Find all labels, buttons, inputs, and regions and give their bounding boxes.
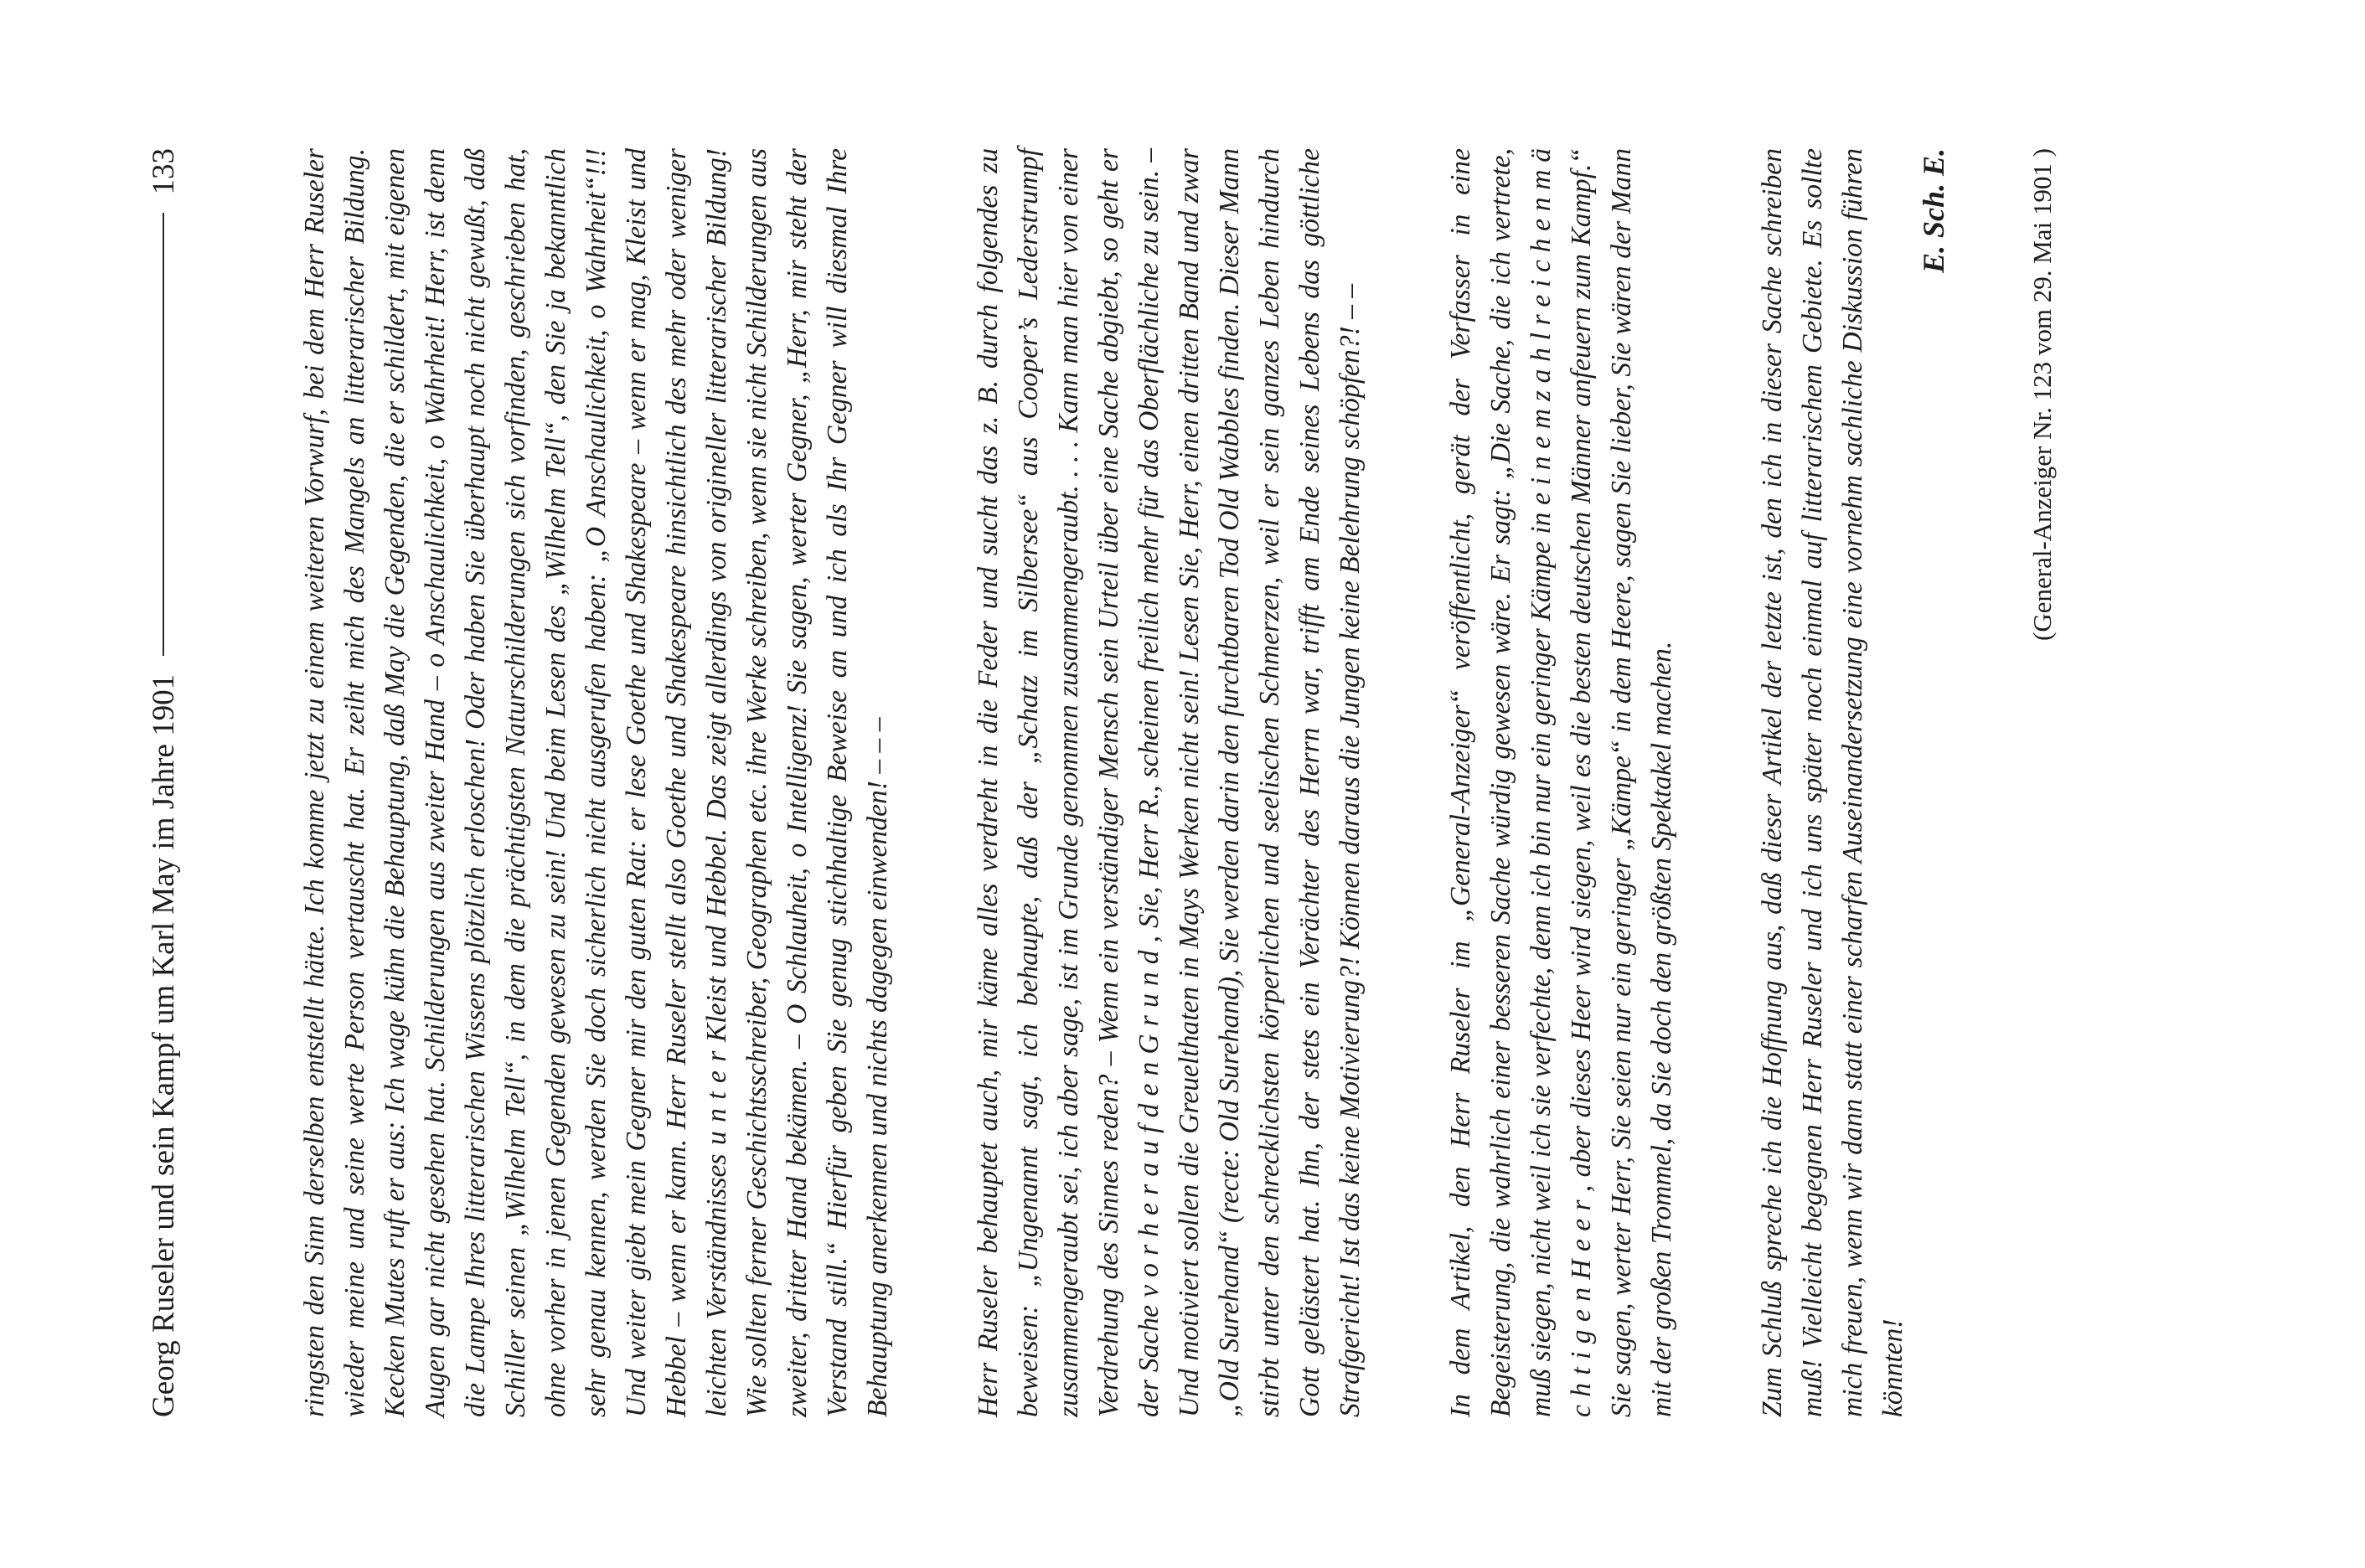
running-head <box>138 148 188 1417</box>
article-body <box>295 148 2131 1417</box>
paragraph-3: In dem Artikel, den Herr Ruseler im „General-Anzeiger“ veröffentlicht, gerät der Verfasser in eine Begeisterung, die wahrlich einer besseren Sache würdig gewesen wäre. Er sagt: „Die Sache, die ich vertrete, muß siegen, nicht weil ich sie verfechte, denn ich bin nur ein geringer Kämpe in e i n e m z a h l r e i c h e n m ä c h t i g e n H e e r , aber dieses Heer wird siegen, weil es die besten deutschen Männer anfeuern zum Kampf.“ Sie sagen, werter Herr, Sie seien nur ein geringer „Kämpe“ in dem Heere, sagen Sie lieber, Sie wären der Mann mit der großen Trommel, da Sie doch den größten Spektakel machen. <box>1445 148 1677 1417</box>
paragraph-4: Zum Schluß spreche ich die Hoffnung aus, daß dieser Artikel der letzte ist, den ich in dieser Sache schreiben muß! Vielleicht begegnen Herr Ruseler und ich uns später noch einmal auf litterarischem Gebiete. Es sollte mich freuen, wenn wir dann statt einer scharfen Auseinandersetzung eine vornehm sachliche Diskussion führen könnten! <box>1757 148 1908 1417</box>
page-title: Georg Ruseler und sein Kampf um Karl May im Jahre 1901 <box>146 673 181 1417</box>
page-number: 133 <box>146 148 181 195</box>
author-signature: E. Sch. E. <box>1917 148 1950 274</box>
header-rule <box>163 214 164 656</box>
paragraph-2: Herr Ruseler behauptet auch, mir käme alles verdreht in die Feder und sucht das z. B. durch folgendes zu beweisen: „Ungenannt sagt, ich behaupte, daß der „Schatz im Silbersee“ aus Cooper’s Lederstrumpf zusammengeraubt sei, ich aber sage, ist im Grunde genommen zusammengeraubt. . . . Kann man hier von einer Verdrehung des Sinnes reden? – Wenn ein verständiger Mensch sein Urteil über eine Sache abgiebt, so geht er der Sache v o r h e r a u f d e n G r u n d , Sie, Herr R., scheinen freilich mehr für das Oberflächliche zu sein. – Und motiviert sollen die Greuelthaten in Mays Werken nicht sein! Lesen Sie, Herr, einen dritten Band und zwar „Old Surehand“ (recte: Old Surehand), Sie werden darin den furchtbaren Tod Old Wabbles finden. Dieser Mann stirbt unter den schrecklichsten körperlichen und seelischen Schmerzen, weil er sein ganzes Leben hindurch Gott gelästert hat. Ihn, der stets ein Verächter des Herrn war, trifft am Ende seines Lebens das göttliche Strafgericht! Ist das keine Motivierung?! Können daraus die Jungen keine Belehrung schöpfen?! – – <box>973 148 1366 1417</box>
paragraph-1: ringsten den Sinn derselben entstellt hätte. Ich komme jetzt zu einem weiteren Vorwurf, bei dem Herr Ruseler wieder meine und seine werte Person vertauscht hat. Er zeiht mich des Mangels an litterarischer Bildung. Kecken Mutes ruft er aus: Ich wage kühn die Behauptung, daß May die Gegenden, die er schildert, mit eigenen Augen gar nicht gesehen hat. Schilderungen aus zweiter Hand – o Anschaulichkeit, o Wahrheit! Herr, ist denn die Lampe Ihres litterarischen Wissens plötzlich erloschen! Oder haben Sie überhaupt noch nicht gewußt, daß Schiller seinen „Wilhelm Tell“, in dem die prächtigsten Naturschilderungen sich vorfinden, geschrieben hat, ohne vorher in jenen Gegenden gewesen zu sein! Und beim Lesen des „Wilhelm Tell“, den Sie ja bekanntlich sehr genau kennen, werden Sie doch sicherlich nicht ausgerufen haben: „O Anschaulichkeit, o Wahrheit“!!! Und weiter giebt mein Gegner mir den guten Rat: er lese Goethe und Shakespeare – wenn er mag, Kleist und Hebbel – wenn er kann. Herr Ruseler stellt also Goethe und Shakespeare hinsichtlich des mehr oder weniger leichten Verständnisses u n t e r Kleist und Hebbel. Das zeigt allerdings von origineller litterarischer Bildung! Wie sollten ferner Geschichtsschreiber, Geographen etc. ihre Werke schreiben, wenn sie nicht Schilderungen aus zweiter, dritter Hand bekämen. – O Schlauheit, o Intelligenz! Sie sagen, werter Gegner, „Herr, mir steht der Verstand still.“ Hierfür geben Sie genug stichhaltige Beweise an und ich als Ihr Gegner will diesmal Ihre Behauptung anerkennen und nichts dagegen einwenden! – – – <box>299 148 893 1417</box>
source-citation: (General-Anzeiger Nr. 123 vom 29. Mai 1901 ) <box>2027 148 2057 641</box>
